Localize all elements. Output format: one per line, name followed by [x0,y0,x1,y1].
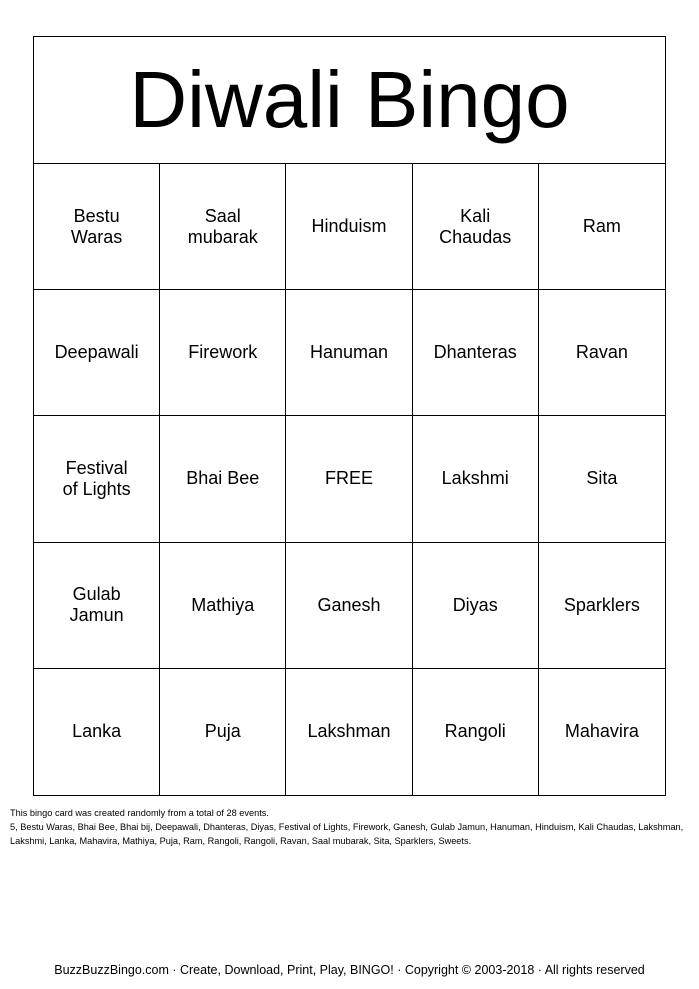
bingo-cell: Bestu Waras [34,164,160,290]
bingo-cell: Hinduism [286,164,412,290]
info-summary: This bingo card was created randomly from a total of 28 events. [10,808,269,818]
bingo-cell: Ganesh [286,543,412,669]
card-title: Diwali Bingo [34,37,665,164]
bingo-cell: Rangoli [413,669,539,795]
bingo-cell: Lakshman [286,669,412,795]
bingo-cell: Saal mubarak [160,164,286,290]
bingo-cell: Diyas [413,543,539,669]
bingo-cell: Sparklers [539,543,665,669]
bingo-cell: Lakshmi [413,416,539,542]
bingo-cell: Sita [539,416,665,542]
card-info [10,806,685,848]
bingo-cell: FREE [286,416,412,542]
bingo-grid [34,164,665,795]
bingo-cell: Kali Chaudas [413,164,539,290]
bingo-cell: Gulab Jamun [34,543,160,669]
bingo-cell: Festival of Lights [34,416,160,542]
bingo-cell: Ravan [539,290,665,416]
bingo-cell: Bhai Bee [160,416,286,542]
bingo-cell: Mathiya [160,543,286,669]
bingo-cell: Mahavira [564,721,639,742]
bingo-cell: Hanuman [286,290,412,416]
bingo-cell: Firework [160,290,286,416]
footer-copyright: BuzzBuzzBingo.com · Create, Download, Print, Play, BINGO! · Copyright © 2003-2018 · All rights reserved [54,963,645,977]
bingo-cell: Dhanteras [413,290,539,416]
info-event-list: 5, Bestu Waras, Bhai Bee, Bhai bij, Deepawali, Dhanteras, Diyas, Festival of Lights, Firework, Ganesh, Gulab Jamun, Hanuman, Hinduism, Kali Chaudas, Lakshman, Lakshmi, Lanka, Mahavira, Mathiya, Puja, Ram, Rangoli, Rangoli, Ravan, Saal mubarak, Sita, Sparklers, Sweets. [10,822,684,846]
bingo-cell: Puja [160,669,286,795]
bingo-cell: Ram [539,164,665,290]
bingo-cell: Deepawali [34,290,160,416]
bingo-card [33,36,666,796]
bingo-cell: Lanka [34,669,160,795]
